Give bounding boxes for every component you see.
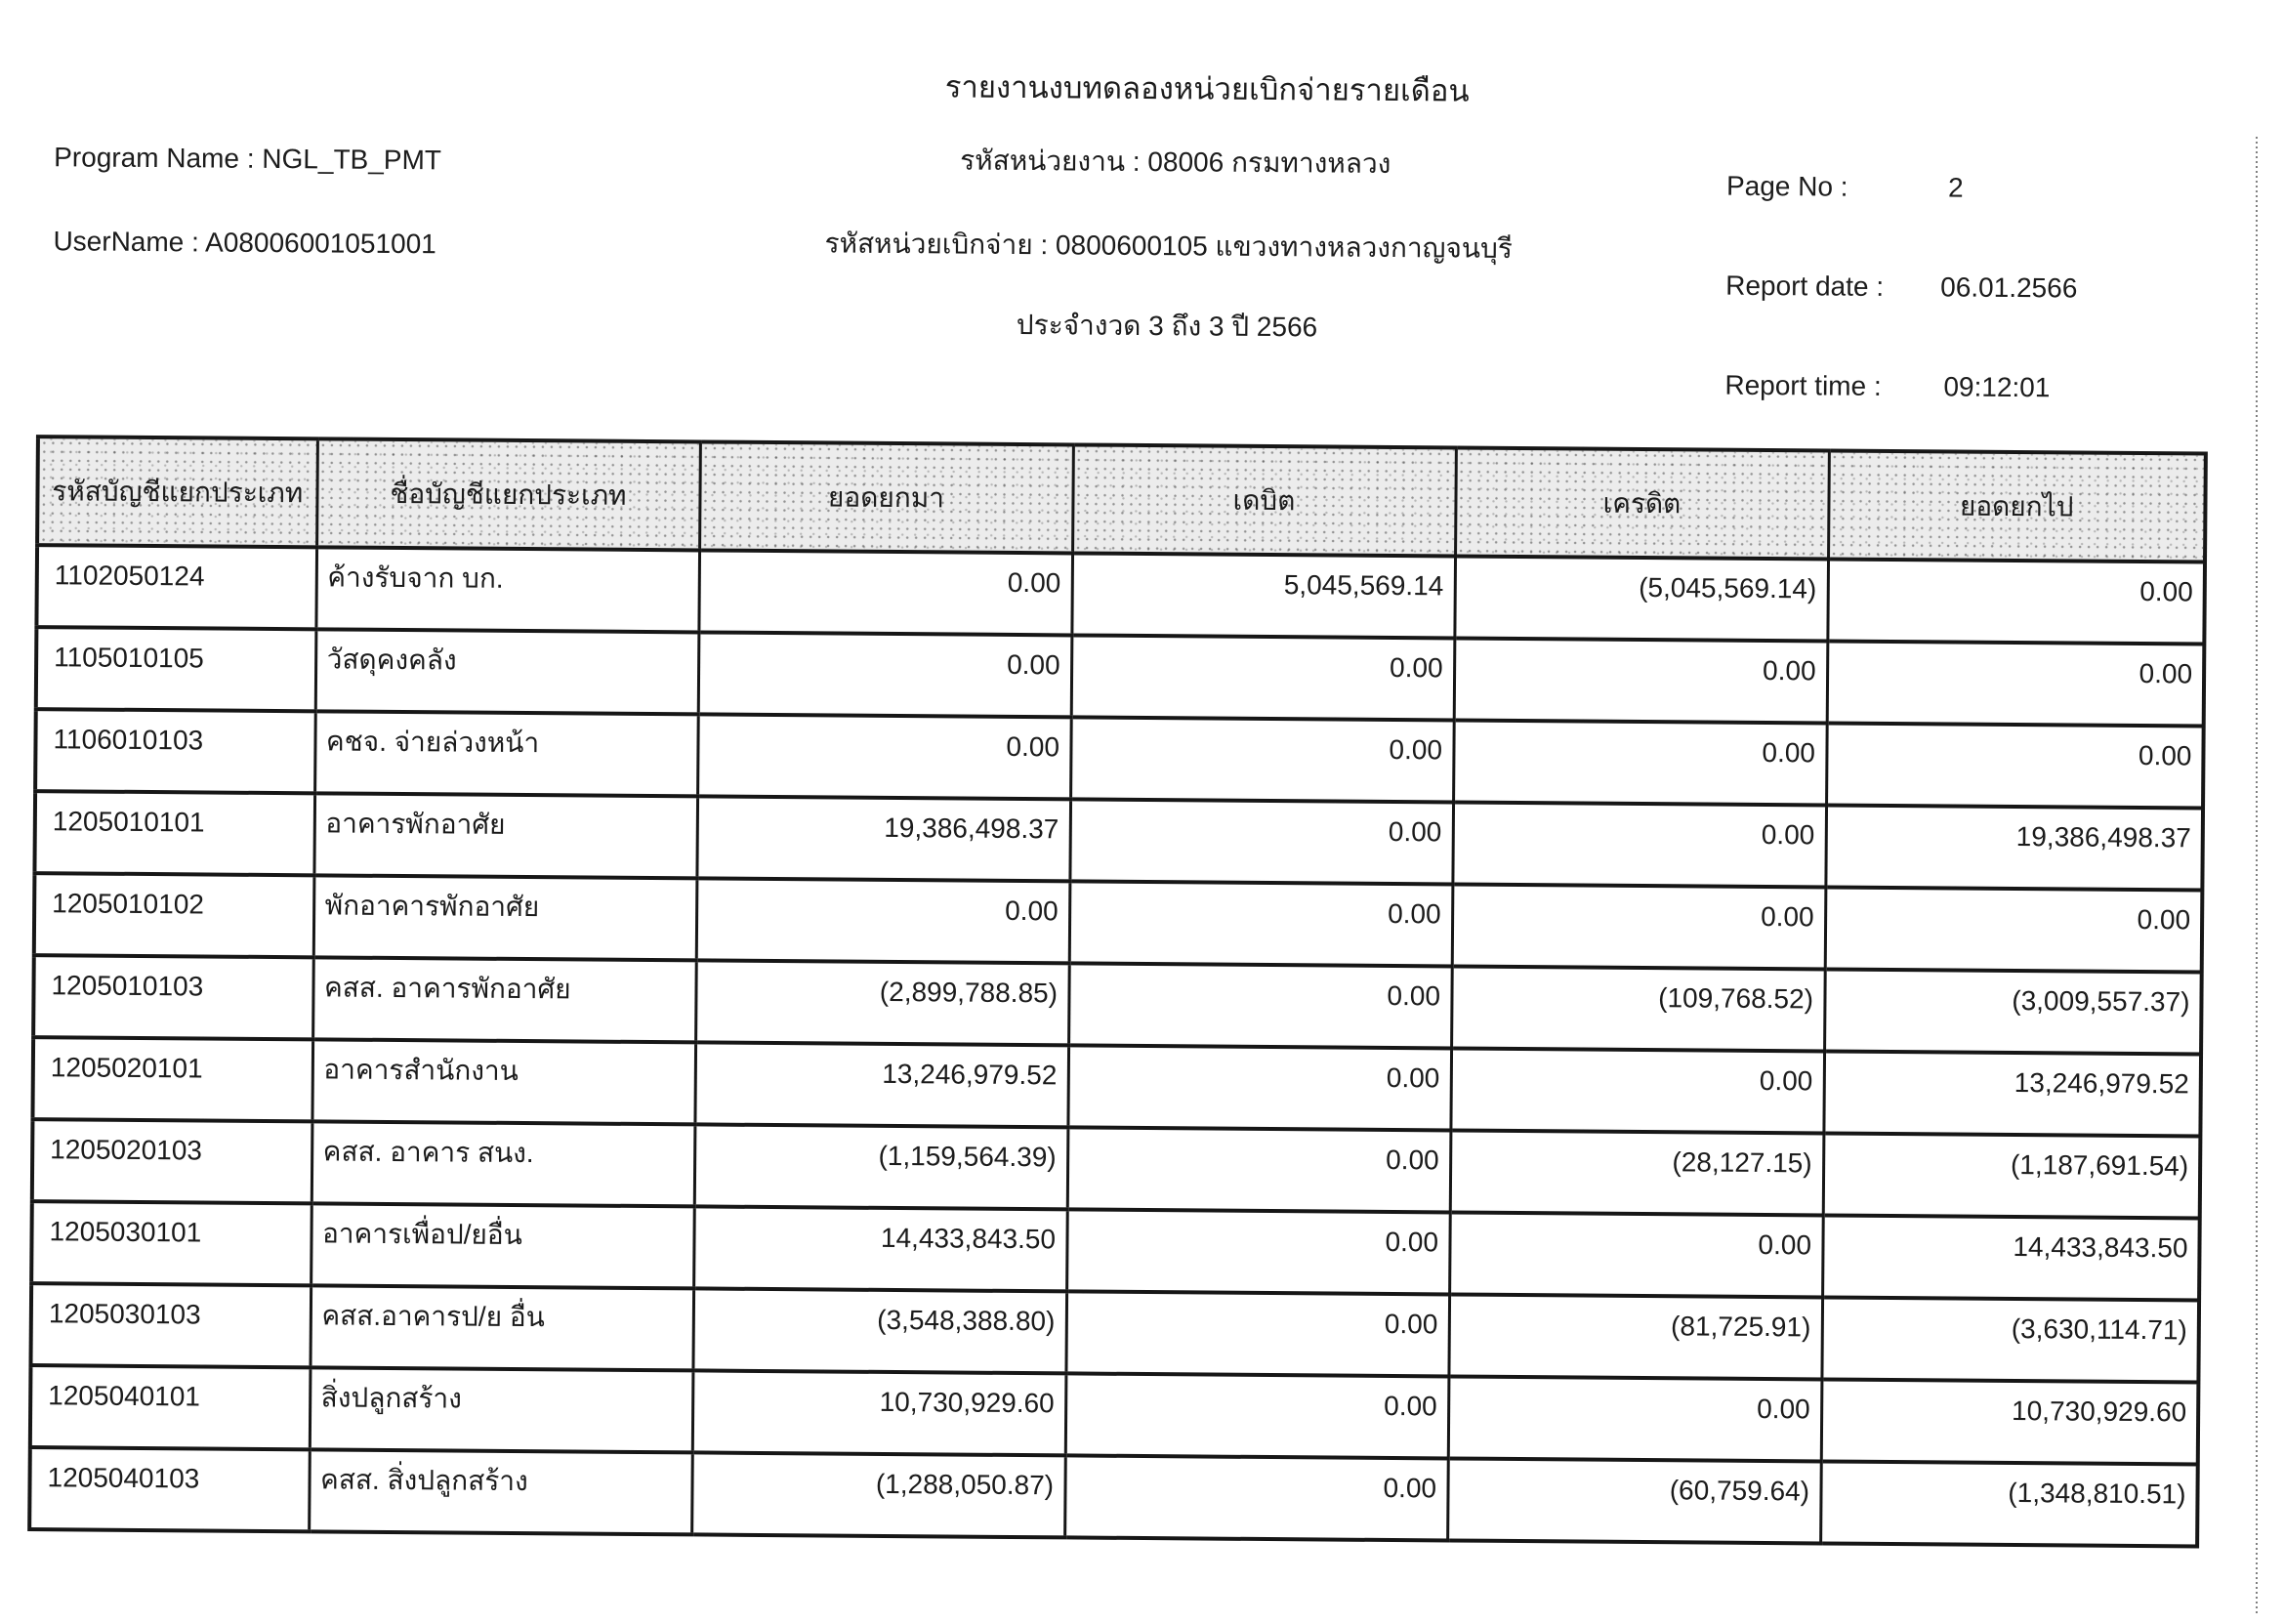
agency-code-label: รหัสหน่วยงาน : (960, 145, 1141, 177)
agency-code-line (960, 144, 1391, 181)
credit-cell: (60,759.64) (1447, 1458, 1821, 1543)
report-title: รายงานงบทดลองหน่วยเบิกจ่ายรายเดือน (944, 69, 1470, 108)
disburse-unit-label: รหัสหน่วยเบิกจ่าย : (824, 228, 1049, 261)
program-name-label: Program Name : (54, 142, 255, 174)
trial-balance-table (27, 435, 2208, 1548)
account-code-cell: 1205010103 (33, 955, 313, 1039)
report-date-value: 06.01.2566 (1940, 271, 2078, 304)
report-time-label: Report time : (1724, 369, 1882, 401)
table-row (29, 1447, 2198, 1546)
debit-cell: 0.00 (1067, 1045, 1451, 1130)
opening-balance-cell: 0.00 (698, 550, 1072, 635)
account-code-cell: 1205020101 (32, 1037, 312, 1121)
opening-balance-cell: 13,246,979.52 (694, 1042, 1068, 1127)
credit-cell: (81,725.91) (1448, 1294, 1822, 1379)
disburse-unit-value: 0800600105 แขวงทางหลวงกาญจนบุรี (1055, 229, 1513, 264)
closing-balance-cell: 0.00 (1827, 642, 2205, 727)
account-code-cell: 1205010102 (34, 873, 314, 957)
debit-cell: 0.00 (1068, 963, 1452, 1048)
username-label: UserName : (53, 226, 200, 258)
col-header-opening-balance: ยอดยกมา (699, 441, 1073, 553)
program-name-value: NGL_TB_PMT (262, 143, 442, 176)
account-code-cell: 1102050124 (36, 545, 316, 629)
credit-cell: 0.00 (1453, 721, 1827, 806)
credit-cell: (5,045,569.14) (1454, 557, 1828, 642)
report-time-value: 09:12:01 (1943, 371, 2051, 403)
col-header-account-code: รหัสบัญชีแยกประเภท (37, 437, 317, 547)
table-header-row (37, 437, 2206, 562)
opening-balance-cell: (3,548,388.80) (692, 1288, 1066, 1373)
opening-balance-cell: 19,386,498.37 (696, 796, 1070, 881)
account-code-cell: 1205030103 (30, 1283, 311, 1367)
opening-balance-cell: 14,433,843.50 (693, 1206, 1067, 1291)
disburse-unit-line (824, 226, 1513, 266)
credit-cell: 0.00 (1450, 1048, 1824, 1133)
username-value: A08006001051001 (205, 227, 436, 260)
closing-balance-cell: 19,386,498.37 (1825, 805, 2203, 890)
closing-balance-cell: 13,246,979.52 (1823, 1051, 2201, 1136)
closing-balance-cell: 0.00 (1825, 887, 2203, 972)
username-line (53, 224, 436, 261)
account-code-cell: 1205030101 (31, 1201, 311, 1285)
credit-cell: 0.00 (1452, 884, 1826, 969)
account-name-cell: อาคารสำนักงาน (311, 1039, 695, 1124)
credit-cell: (109,768.52) (1451, 966, 1825, 1051)
program-name-line (54, 140, 441, 177)
debit-cell: 0.00 (1067, 1127, 1451, 1212)
period-line: ประจำงวด 3 ถึง 3 ปี 2566 (1016, 309, 1318, 343)
debit-cell: 0.00 (1064, 1455, 1448, 1540)
account-name-cell: คสส. อาคารพักอาศัย (312, 957, 696, 1042)
debit-cell: 0.00 (1071, 635, 1455, 720)
debit-cell: 0.00 (1066, 1209, 1450, 1294)
report-date-label: Report date : (1725, 270, 1885, 302)
account-name-cell: ค้างรับจาก บก. (315, 547, 699, 632)
col-header-credit: เครดิต (1455, 448, 1829, 560)
account-code-cell: 1205020103 (32, 1119, 312, 1203)
closing-balance-cell: (1,187,691.54) (1823, 1133, 2201, 1218)
debit-cell: 0.00 (1069, 799, 1453, 884)
opening-balance-cell: (2,899,788.85) (695, 960, 1069, 1045)
debit-cell: 0.00 (1065, 1373, 1449, 1458)
account-code-cell: 1105010105 (36, 627, 316, 711)
account-name-cell: คสส. สิ่งปลูกสร้าง (309, 1449, 692, 1534)
opening-balance-cell: 0.00 (697, 714, 1071, 799)
opening-balance-cell: 0.00 (698, 632, 1072, 717)
account-name-cell: คสส.อาคารป/ย อื่น (310, 1285, 693, 1370)
account-name-cell: พักอาคารพักอาศัย (313, 875, 697, 960)
page-no-label: Page No : (1725, 170, 1848, 202)
account-name-cell: คชจ. จ่ายล่วงหน้า (314, 711, 698, 796)
account-name-cell: อาคารเพื่อป/ยอื่น (311, 1203, 694, 1288)
opening-balance-cell: (1,288,050.87) (691, 1452, 1065, 1537)
credit-cell: (28,127.15) (1450, 1130, 1824, 1215)
account-code-cell: 1205040101 (30, 1365, 311, 1449)
account-code-cell: 1205010101 (34, 791, 314, 875)
account-code-cell: 1106010103 (35, 709, 315, 793)
agency-code-value: 08006 กรมทางหลวง (1147, 146, 1391, 179)
opening-balance-cell: 0.00 (696, 878, 1070, 963)
credit-cell: 0.00 (1448, 1376, 1822, 1461)
account-name-cell: อาคารพักอาศัย (313, 793, 697, 878)
col-header-closing-balance: ยอดยกไป (1828, 451, 2206, 562)
closing-balance-cell: 0.00 (1826, 724, 2204, 809)
table-body (29, 545, 2205, 1546)
opening-balance-cell: (1,159,564.39) (694, 1124, 1068, 1209)
page-no-value: 2 (1947, 172, 1964, 203)
credit-cell: 0.00 (1452, 802, 1826, 887)
col-header-debit: เดบิต (1072, 444, 1456, 556)
credit-cell: 0.00 (1454, 639, 1828, 724)
closing-balance-cell: (1,348,810.51) (1820, 1461, 2198, 1546)
account-name-cell: สิ่งปลูกสร้าง (310, 1367, 693, 1452)
opening-balance-cell: 10,730,929.60 (692, 1370, 1066, 1455)
col-header-account-name: ชื่อบัญชีแยกประเภท (316, 438, 700, 550)
debit-cell: 0.00 (1070, 717, 1454, 802)
credit-cell: 0.00 (1449, 1212, 1823, 1297)
account-name-cell: คสส. อาคาร สนง. (311, 1121, 695, 1206)
debit-cell: 0.00 (1065, 1291, 1449, 1376)
closing-balance-cell: 10,730,929.60 (1821, 1379, 2199, 1464)
debit-cell: 0.00 (1069, 881, 1453, 966)
debit-cell: 5,045,569.14 (1071, 553, 1455, 638)
closing-balance-cell: 14,433,843.50 (1822, 1215, 2200, 1300)
closing-balance-cell: (3,630,114.71) (1821, 1297, 2199, 1382)
closing-balance-cell: 0.00 (1827, 560, 2205, 645)
account-code-cell: 1205040103 (29, 1447, 310, 1531)
scan-edge-dotted-line (2256, 137, 2258, 1615)
closing-balance-cell: (3,009,557.37) (1824, 969, 2202, 1054)
account-name-cell: วัสดุคงคลัง (315, 629, 699, 714)
